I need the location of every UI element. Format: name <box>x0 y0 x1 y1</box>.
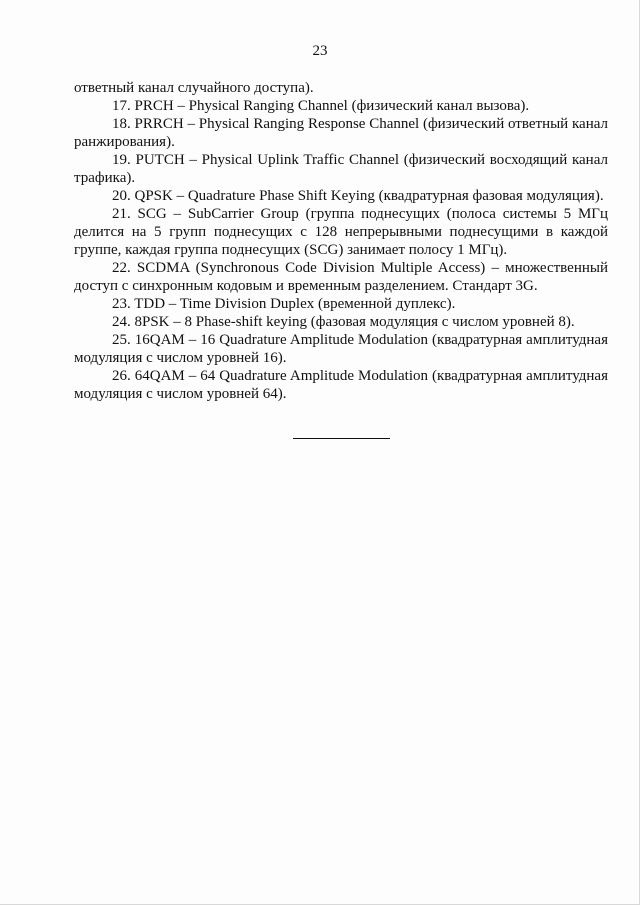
abbreviation-entry: 26. 64QAM – 64 Quadrature Amplitude Modulation (квадратурная амплитудная модуляция с числом уровней 64). <box>74 368 608 402</box>
page-number: 23 <box>312 43 328 59</box>
abbreviation-entry: 17. PRCH – Physical Ranging Channel (физический канал вызова). <box>112 98 530 114</box>
abbreviation-entry: 18. PRRCH – Physical Ranging Response Channel (физический ответный канал ранжирования). <box>74 116 608 150</box>
abbreviation-entry: 19. PUTCH – Physical Uplink Traffic Channel (физический восходящий канал трафика). <box>74 152 608 186</box>
end-separator-line <box>293 438 390 439</box>
abbreviation-entry: 21. SCG – SubCarrier Group (группа поднесущих (полоса системы 5 МГц делится на 5 групп поднесущих с 128 непрерывными поднесущими в каждой группе, каждая группа поднесущих (SCG) занимает полосу 1 МГц). <box>74 206 608 258</box>
abbreviation-entry: 23. TDD – Time Division Duplex (временной дуплекс). <box>112 296 456 312</box>
abbreviation-list <box>74 79 608 403</box>
abbreviation-entry: 24. 8PSK – 8 Phase-shift keying (фазовая модуляция с числом уровней 8). <box>112 314 575 330</box>
abbreviation-entry: 20. QPSK – Quadrature Phase Shift Keying (квадратурная фазовая модуляция). <box>112 188 604 204</box>
abbreviation-entry: 22. SCDMA (Synchronous Code Division Multiple Access) – множественный доступ с синхронным кодовым и временным разделением. Стандарт 3G. <box>74 260 608 294</box>
abbreviation-entry: 25. 16QAM – 16 Quadrature Amplitude Modulation (квадратурная амплитудная модуляция с числом уровней 16). <box>74 332 608 366</box>
continued-text-line: ответный канал случайного доступа). <box>74 80 314 96</box>
